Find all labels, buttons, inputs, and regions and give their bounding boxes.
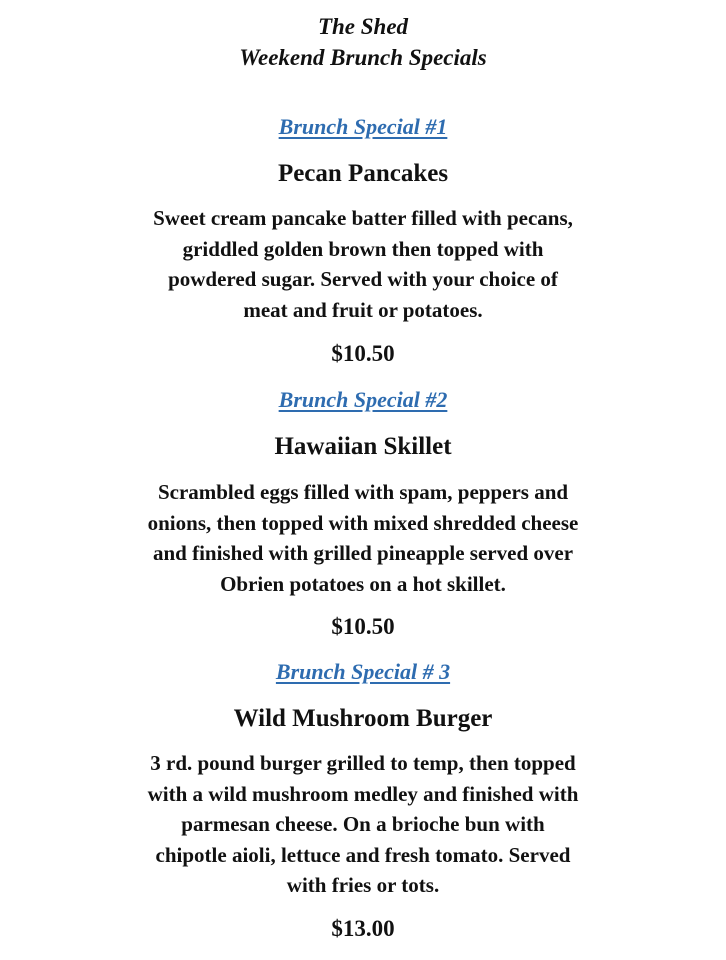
special-1-description-line: griddled golden brown then topped with [182, 236, 544, 261]
special-3-price: $13.00 [331, 916, 395, 941]
special-1-link[interactable]: Brunch Special #1 [278, 114, 448, 139]
special-3-description [0, 748, 726, 901]
special-2-description-line: and finished with grilled pineapple served over [152, 541, 574, 565]
special-2-price: $10.50 [331, 614, 395, 639]
special-3-description-line: chipotle aioli, lettuce and fresh tomato. Served [155, 842, 571, 867]
special-3-description-line: with a wild mushroom medley and finished with [147, 781, 579, 806]
special-2-description [0, 477, 726, 599]
special-1-name: Pecan Pancakes [277, 160, 449, 187]
special-2-name: Hawaiian Skillet [274, 433, 452, 460]
special-1-heading [0, 113, 726, 141]
special-2-heading [0, 386, 726, 414]
special-1-description-line: meat and fruit or potatoes. [243, 297, 483, 322]
special-1-price: $10.50 [331, 341, 395, 366]
restaurant-name: The Shed [317, 14, 409, 39]
page-title: Weekend Brunch Specials [239, 45, 487, 70]
special-1-description-line: powdered sugar. Served with your choice of [168, 267, 558, 291]
special-2-description-line: Scrambled eggs filled with spam, peppers and [157, 480, 569, 504]
special-3-description-line: 3 rd. pound burger grilled to temp, then topped [150, 751, 576, 775]
special-3-name: Wild Mushroom Burger [233, 705, 493, 732]
special-3-description-line: with fries or tots. [286, 873, 440, 897]
special-2-description-line: Obrien potatoes on a hot skillet. [220, 571, 506, 596]
special-3-heading [0, 658, 726, 686]
special-3-description-line: parmesan cheese. On a brioche bun with [181, 812, 545, 836]
special-2-description-line: onions, then topped with mixed shredded cheese [147, 510, 579, 535]
special-3-link[interactable]: Brunch Special # 3 [275, 659, 451, 684]
special-1-description-line: Sweet cream pancake batter filled with pecans, [153, 206, 573, 230]
special-1-description [0, 203, 726, 325]
special-2-link[interactable]: Brunch Special #2 [278, 387, 448, 412]
